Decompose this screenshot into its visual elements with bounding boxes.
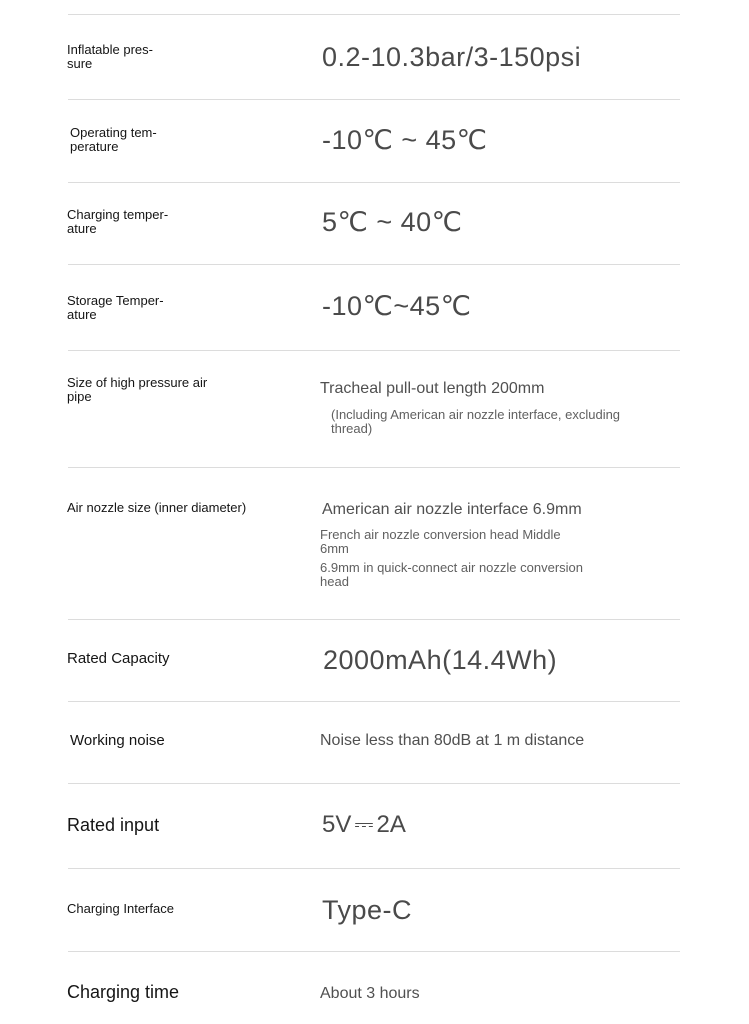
divider: [68, 350, 680, 351]
operating-temperature-value: -10℃ ~ 45℃: [322, 125, 488, 155]
charging-temperature-label: Charging temper- ature: [67, 207, 169, 236]
air-pipe-size-value: Tracheal pull-out length 200mm: [320, 380, 545, 397]
air-nozzle-size-value: American air nozzle interface 6.9mm: [322, 501, 582, 518]
rated-input-voltage: 5V: [322, 811, 352, 838]
air-nozzle-note-french: French air nozzle conversion head Middle 6mm: [320, 527, 561, 556]
divider: [68, 701, 680, 702]
divider: [68, 951, 680, 952]
divider: [68, 264, 680, 265]
air-nozzle-size-label: Air nozzle size (inner diameter): [67, 500, 247, 515]
divider: [68, 467, 680, 468]
working-noise-label: Working noise: [70, 732, 165, 749]
inflatable-pressure-value: 0.2-10.3bar/3-150psi: [322, 42, 582, 72]
rated-input-value: [322, 811, 406, 839]
storage-temperature-label: Storage Temper- ature: [67, 293, 164, 322]
air-pipe-size-note: (Including American air nozzle interface, excluding thread): [331, 407, 621, 436]
operating-temperature-label: Operating tem- perature: [70, 125, 157, 154]
divider: [68, 182, 680, 183]
air-nozzle-note-quick-connect: 6.9mm in quick-connect air nozzle conversion head: [320, 560, 584, 589]
charging-time-value: About 3 hours: [320, 985, 420, 1002]
air-pipe-size-label: Size of high pressure air pipe: [67, 375, 208, 404]
charging-time-label: Charging time: [67, 982, 180, 1002]
inflatable-pressure-label: Inflatable pres- sure: [67, 42, 153, 71]
charging-interface-value: Type-C: [322, 895, 413, 925]
dc-symbol: ⎓: [354, 811, 374, 838]
divider: [68, 868, 680, 869]
charging-interface-label: Charging Interface: [67, 901, 174, 916]
divider: [68, 99, 680, 100]
rated-capacity-label: Rated Capacity: [67, 650, 170, 667]
storage-temperature-value: -10℃~45℃: [322, 291, 472, 321]
working-noise-value: Noise less than 80dB at 1 m distance: [320, 732, 585, 749]
divider: [68, 783, 680, 784]
rated-input-current: 2A: [376, 811, 406, 838]
rated-input-label: Rated input: [67, 815, 160, 835]
divider: [68, 619, 680, 620]
rated-capacity-value: 2000mAh(14.4Wh): [323, 645, 558, 675]
divider: [68, 14, 680, 15]
charging-temperature-value: 5℃ ~ 40℃: [322, 207, 463, 237]
